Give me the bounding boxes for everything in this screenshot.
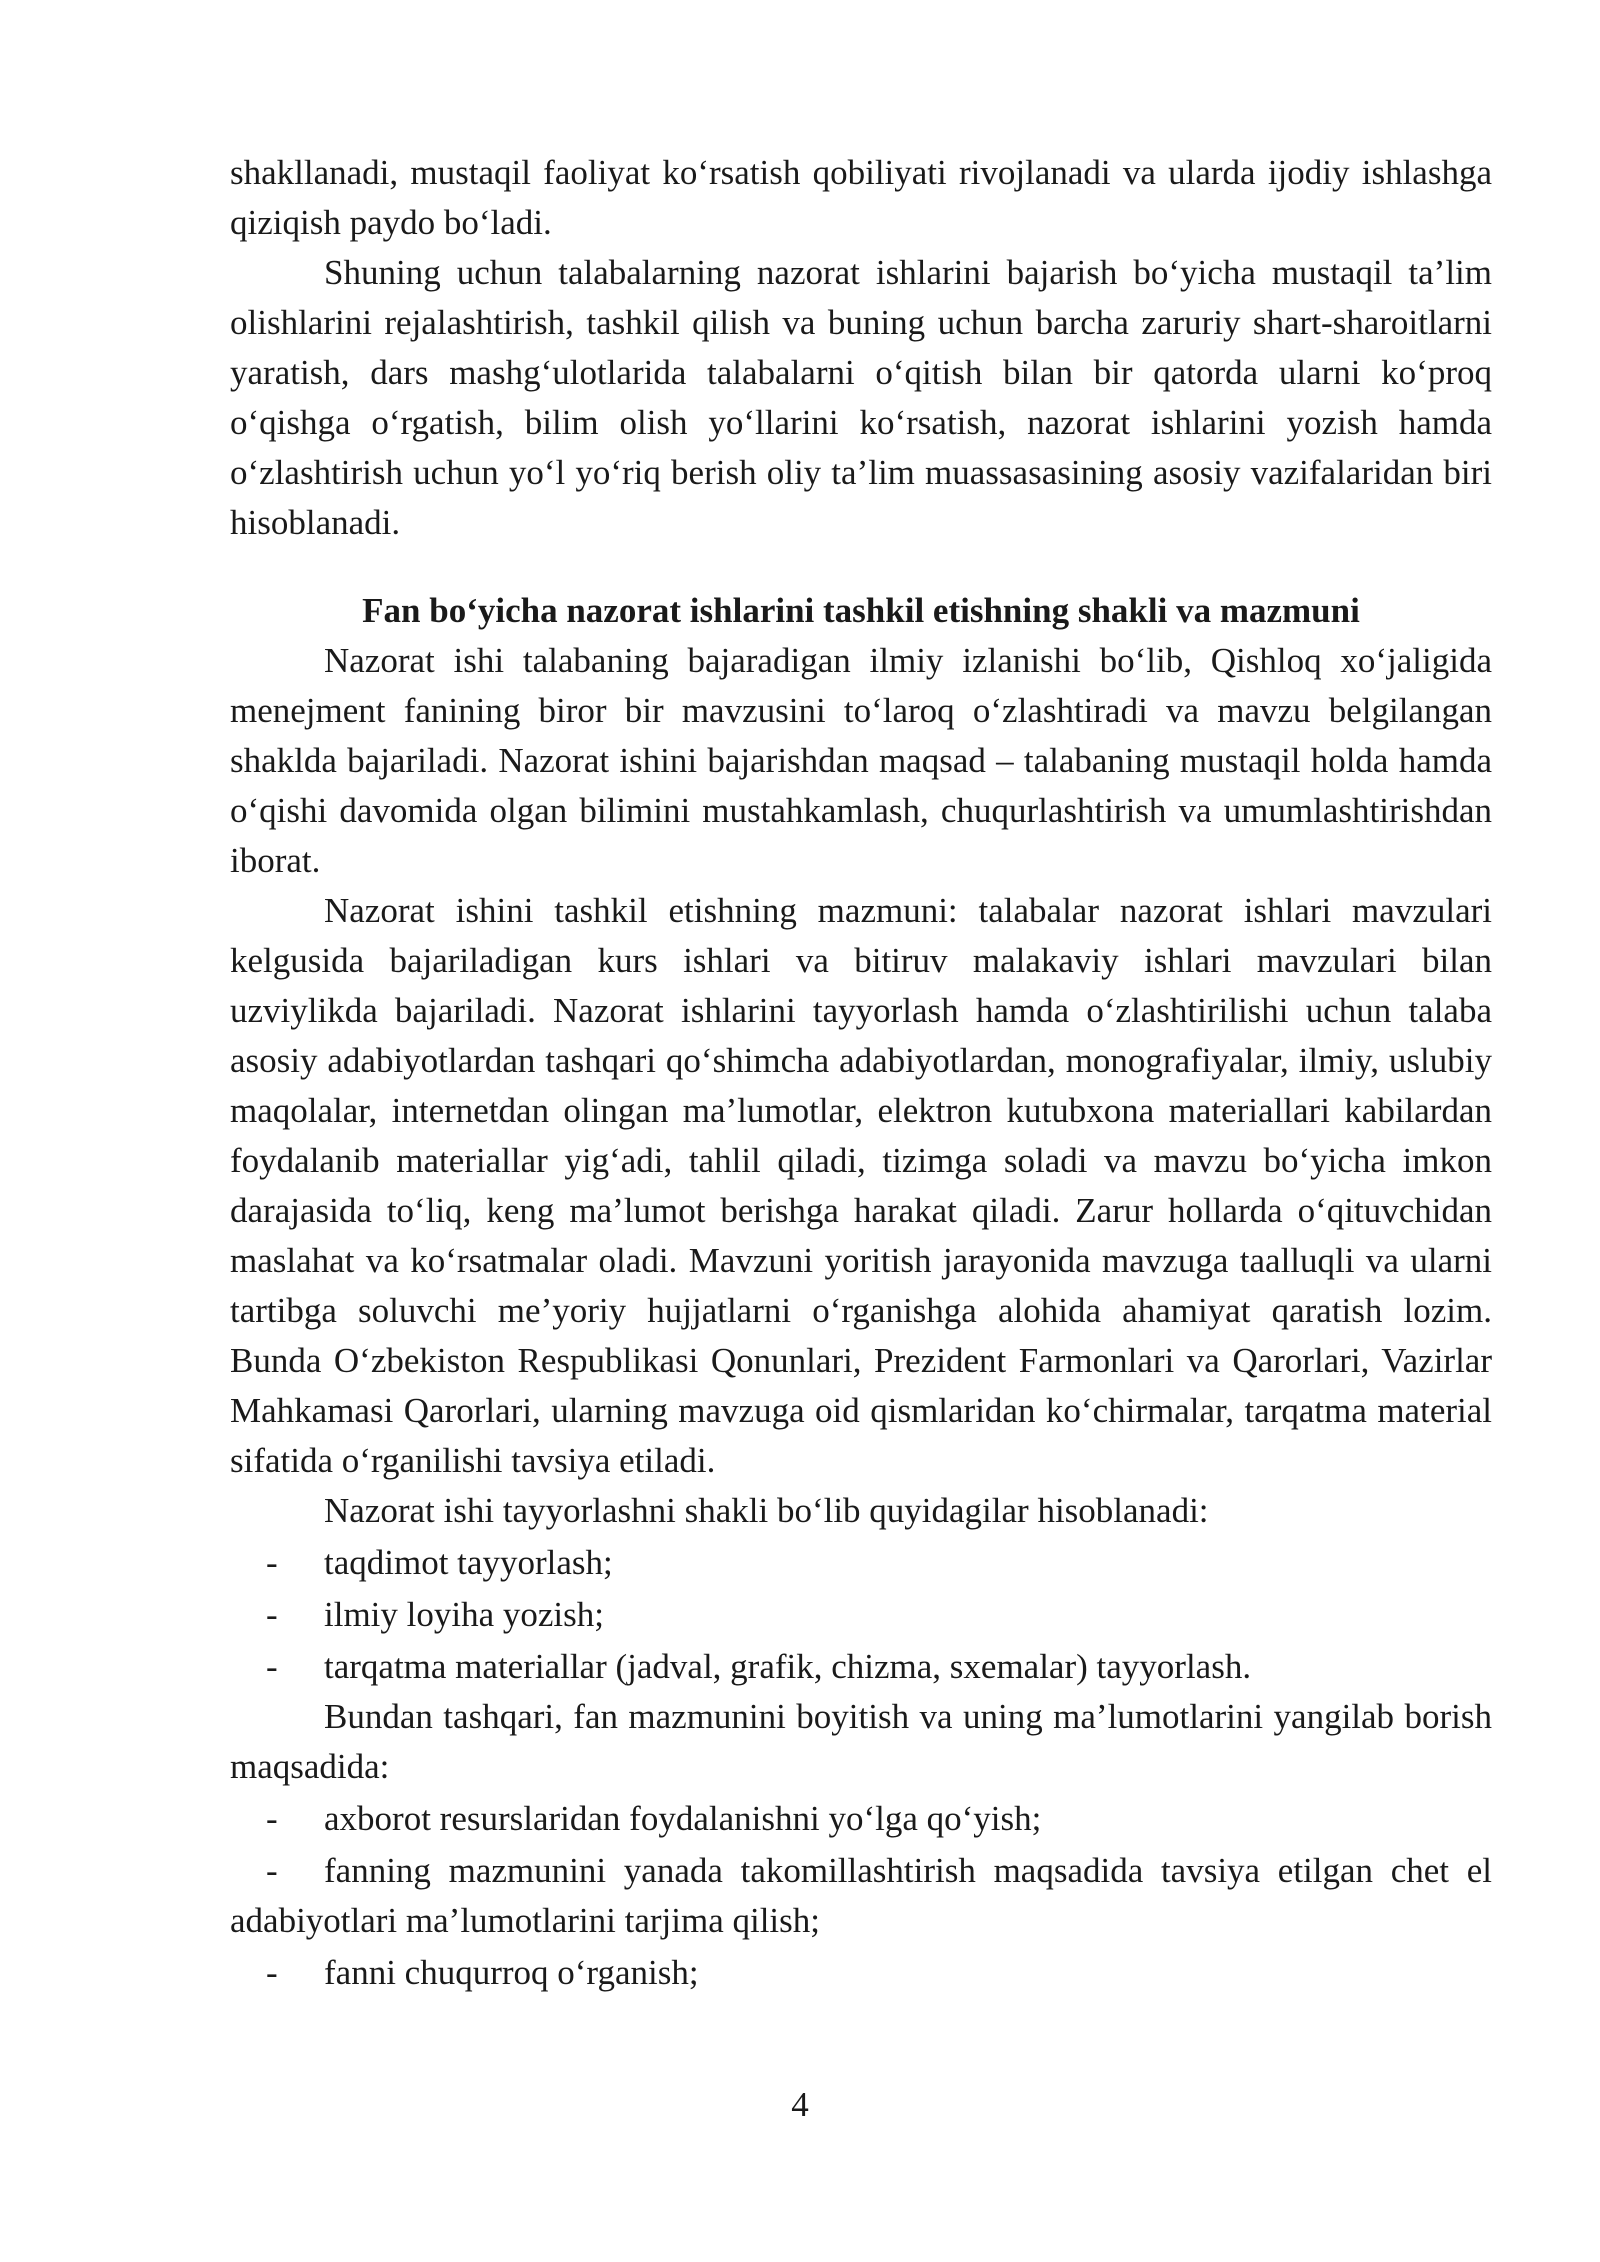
list-item — [230, 1794, 1492, 1844]
document-page — [230, 148, 1492, 1998]
page-number: 4 — [791, 2085, 809, 2124]
paragraph-additional-intro: Bundan tashqari, fan mazmunini boyitish va uning ma’lumotlarini yangilab borish maqsadida: — [230, 1697, 1492, 1786]
list-marker: - — [266, 1851, 278, 1890]
list-item-text: axborot resurslaridan foydalanishni yo‘lga qo‘yish; — [324, 1799, 1042, 1838]
list-item — [230, 1538, 1492, 1588]
paragraph-intro-continuation: shakllanadi, mustaqil faoliyat ko‘rsatish qobiliyati rivojlanadi va ularda ijodiy ishlashga qiziqish paydo bo‘ladi. — [230, 153, 1492, 242]
list-marker: - — [266, 1647, 278, 1686]
list-marker: - — [266, 1799, 278, 1838]
list-item — [230, 1642, 1492, 1692]
forms-list — [230, 1538, 1492, 1692]
list-marker: - — [266, 1543, 278, 1582]
paragraph-tasks: Shuning uchun talabalarning nazorat ishlarini bajarish bo‘yicha mustaqil ta’lim olishlarini rejalashtirish, tashkil qilish va buning uchun barcha zaruriy shart-sharoitlarni yaratish, dars mashg‘ulotlarida talabalarni o‘qitish bilan bir qatorda ularni ko‘proq o‘qishga o‘rgatish, bilim olish yo‘llarini ko‘rsatish, nazorat ishlarini yozish hamda o‘zlashtirish uchun yo‘l yo‘riq berish oliy ta’lim muassasasining asosiy vazifalaridan biri hisoblanadi. — [230, 253, 1492, 542]
list-item-text: taqdimot tayyorlash; — [324, 1543, 613, 1582]
list-marker: - — [266, 1953, 278, 1992]
paragraph-content: Nazorat ishini tashkil etishning mazmuni: talabalar nazorat ishlari mavzulari kelgusida bajariladigan kurs ishlari va bitiruv malakaviy ishlari mavzulari bilan uzviylikda bajariladi. Nazorat ishlarini tayyorlash hamda o‘zlashtirilishi uchun talaba asosiy adabiyotlardan tashqari qo‘shimcha adabiyotlardan, monografiyalar, ilmiy, uslubiy maqolalar, internetdan olingan ma’lumotlar, elektron kutubxona materiallari kabilardan foydalanib materiallar yig‘adi, tahlil qiladi, tizimga soladi va mavzu bo‘yicha imkon darajasida to‘liq, keng ma’lumot berishga harakat qiladi. Zarur hollarda o‘qituvchidan maslahat va ko‘rsatmalar oladi. Mavzuni yoritish jarayonida mavzuga taalluqli va ularni tartibga soluvchi me’yoriy hujjatlarni o‘rganishga alohida ahamiyat qaratish lozim. Bunda O‘zbekiston Respublikasi Qonunlari, Prezident Farmonlari va Qarorlari, Vazirlar Mahkamasi Qarorlari, ularning mavzuga oid qismlaridan ko‘chirmalar, tarqatma material sifatida o‘rganilishi tavsiya etiladi. — [230, 891, 1492, 1480]
list-item — [230, 1846, 1492, 1946]
paragraph-forms-intro: Nazorat ishi tayyorlashni shakli bo‘lib quyidagilar hisoblanadi: — [324, 1491, 1209, 1530]
list-item-text: ilmiy loyiha yozish; — [324, 1595, 604, 1634]
list-item-text: fanni chuqurroq o‘rganish; — [324, 1953, 699, 1992]
list-item-text: tarqatma materiallar (jadval, grafik, chizma, sxemalar) tayyorlash. — [324, 1647, 1252, 1686]
list-item — [230, 1590, 1492, 1640]
section-heading: Fan bo‘yicha nazorat ishlarini tashkil etishning shakli va mazmuni — [362, 591, 1360, 630]
list-marker: - — [266, 1595, 278, 1634]
paragraph-definition: Nazorat ishi talabaning bajaradigan ilmiy izlanishi bo‘lib, Qishloq xo‘jaligida menejment fanining biror bir mavzusini to‘laroq o‘zlashtiradi va mavzu belgilangan shaklda bajariladi. Nazorat ishini bajarishdan maqsad – talabaning mustaqil holda hamda o‘qishi davomida olgan bilimini mustahkamlash, chuqurlashtirish va umumlashtirishdan iborat. — [230, 641, 1492, 880]
list-item-text: fanning mazmunini yanada takomillashtirish maqsadida tavsiya etilgan chet el adabiyotlari ma’lumotlarini tarjima qilish; — [230, 1851, 1492, 1940]
additional-list — [230, 1794, 1492, 1998]
list-item — [230, 1948, 1492, 1998]
